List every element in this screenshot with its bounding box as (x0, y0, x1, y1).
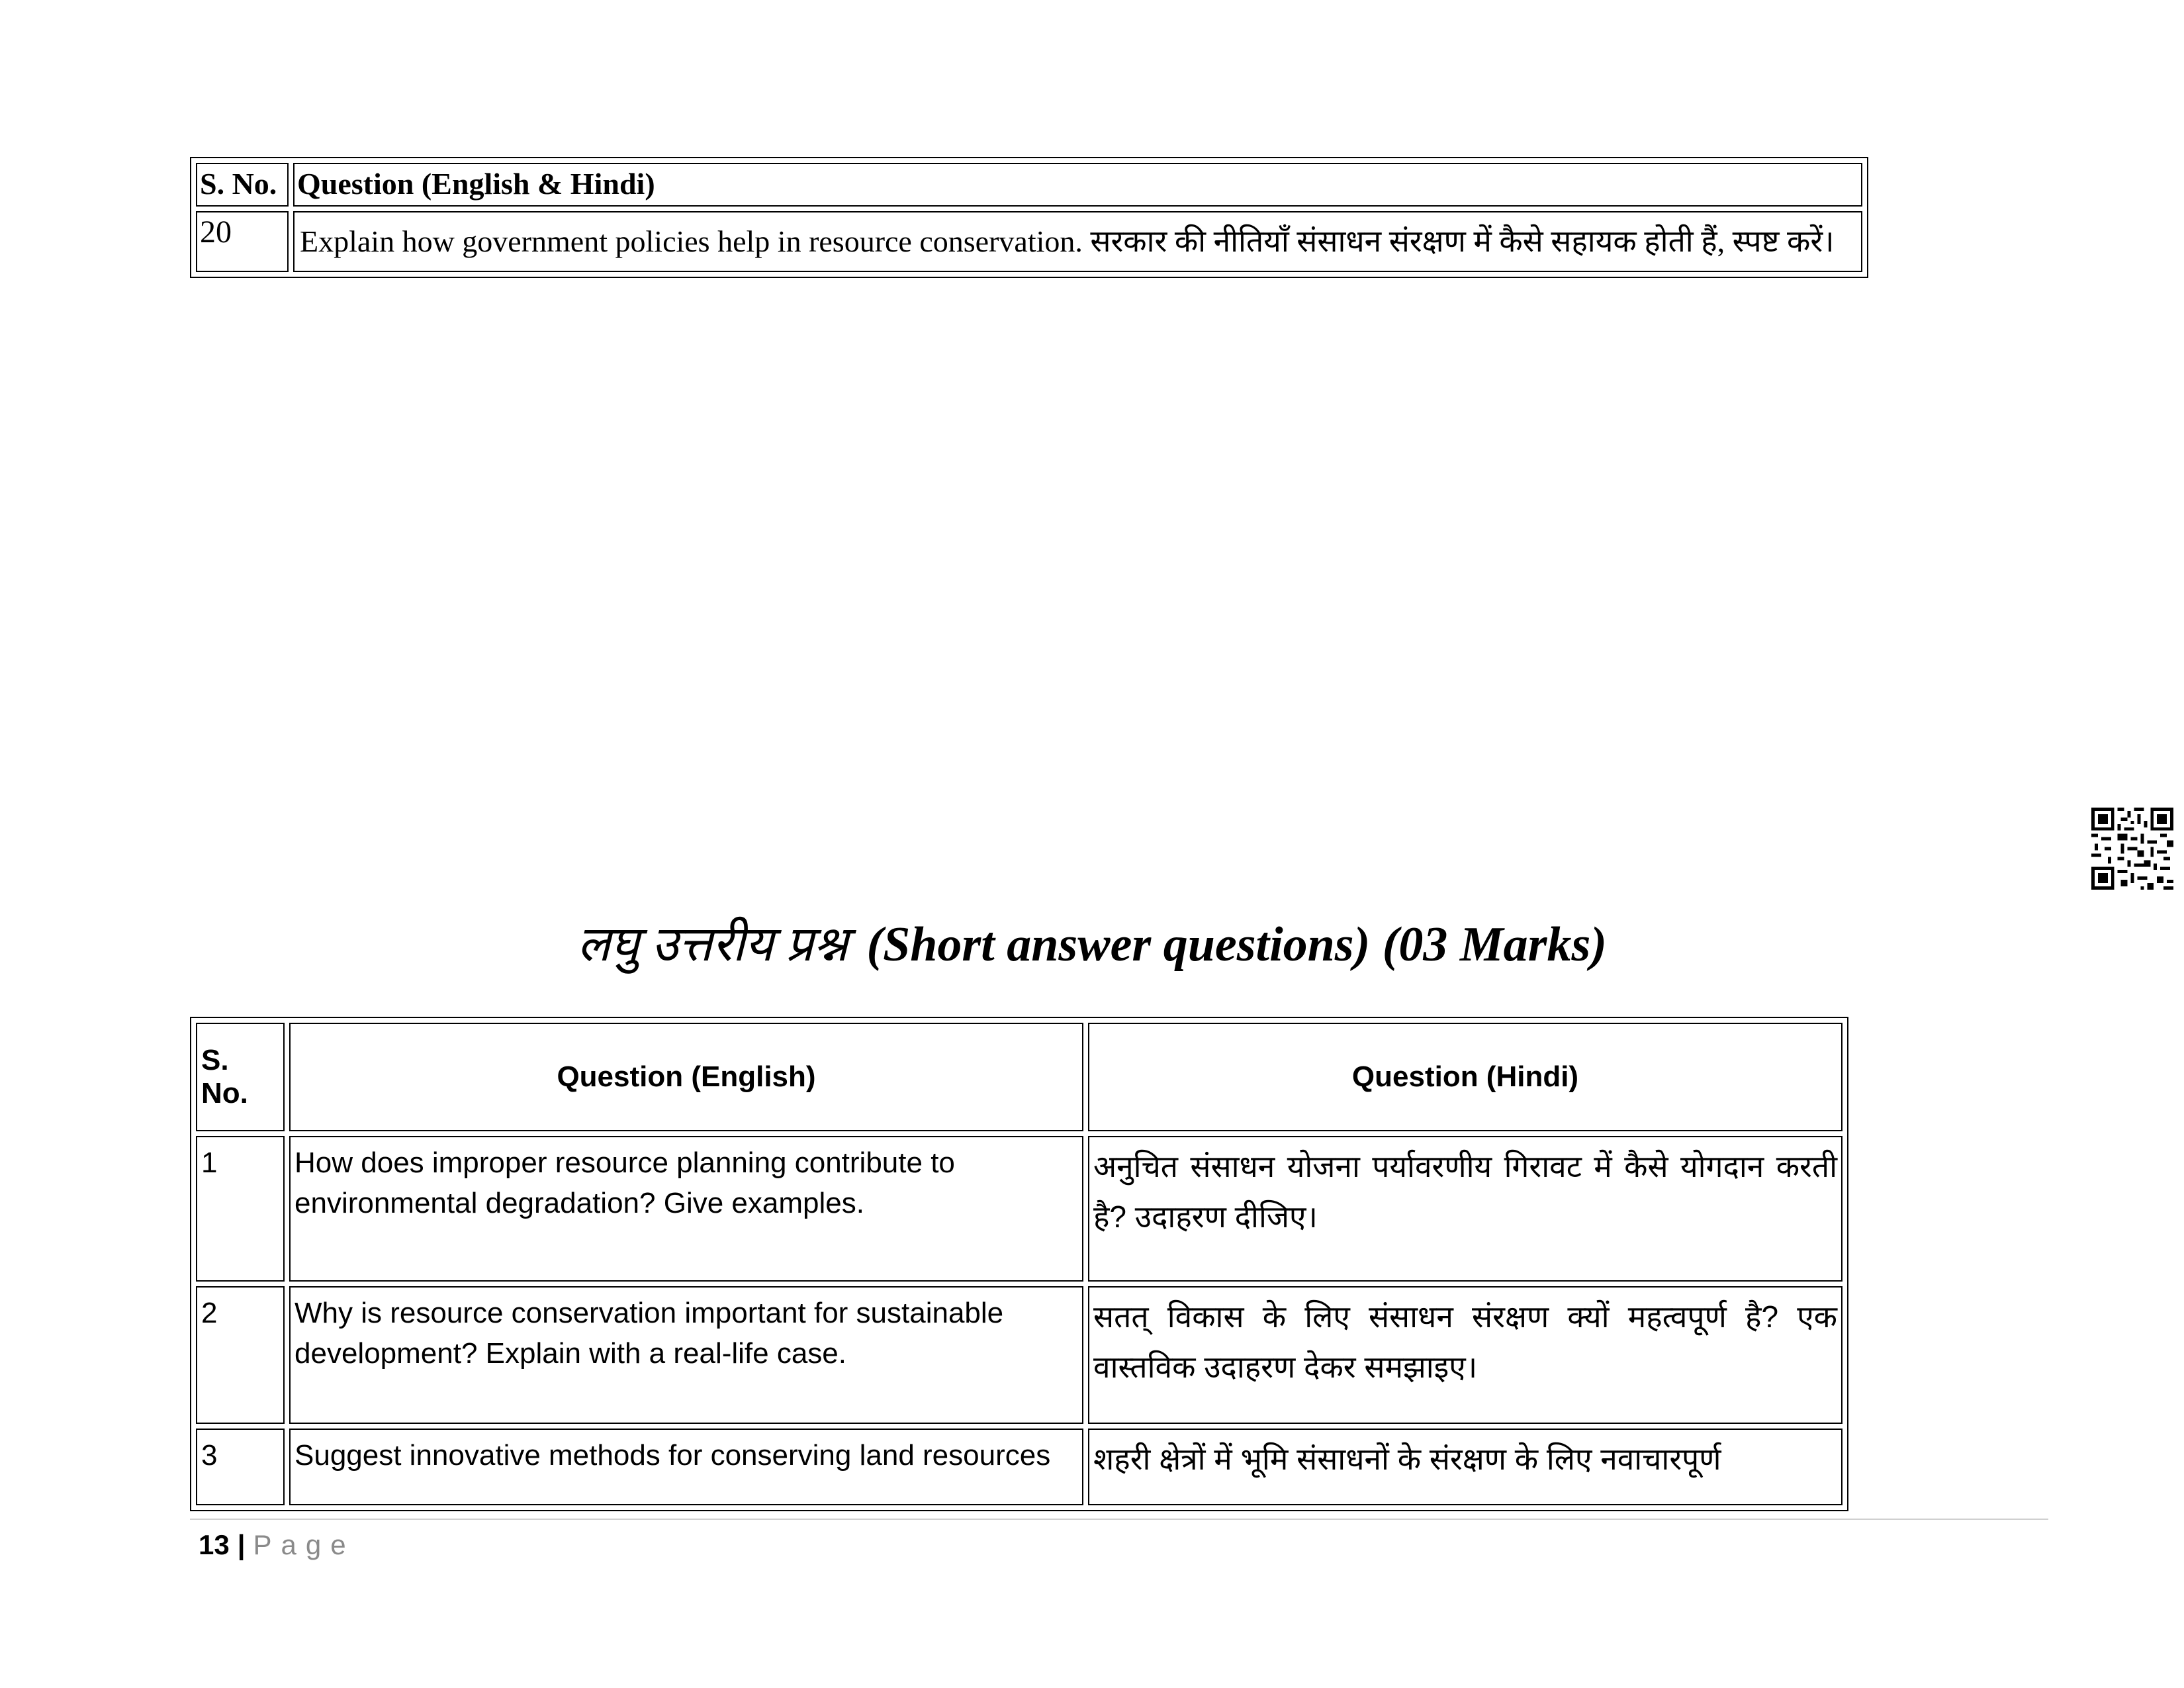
question-table-long (190, 157, 1868, 278)
header-sno: S. No. (196, 1023, 285, 1131)
table-row (196, 1286, 1843, 1424)
row-sno: 2 (196, 1286, 285, 1424)
header-question-hindi: Question (Hindi) (1088, 1023, 1843, 1131)
question-hindi: सरकार की नीतियाँ संसाधन संरक्षण में कैसे सहायक होती हैं, स्पष्ट करें। (1090, 224, 1835, 258)
question-hindi: शहरी क्षेत्रों में भूमि संसाधनों के संरक्षण के लिए नवाचारपूर्ण (1088, 1429, 1843, 1505)
table-row (196, 1429, 1843, 1505)
question-english: Suggest innovative methods for conserving land resources (289, 1429, 1083, 1505)
row-sno: 20 (196, 211, 289, 272)
qr-code-icon (2091, 808, 2173, 890)
section-heading-english: (Short answer questions) (03 Marks) (866, 917, 1607, 972)
header-question: Question (English & Hindi) (293, 163, 1862, 207)
footer-divider (190, 1519, 2048, 1520)
table-header-row (196, 163, 1862, 207)
row-sno: 3 (196, 1429, 285, 1505)
question-cell (293, 211, 1862, 272)
table-row (196, 1136, 1843, 1282)
header-sno: S. No. (196, 163, 289, 207)
question-english: How does improper resource planning contribute to environmental degradation? Give examples. (289, 1136, 1083, 1282)
section-heading (0, 908, 2184, 981)
page-footer (199, 1525, 355, 1565)
page-number: 13 (199, 1529, 230, 1560)
table-header-row (196, 1023, 1843, 1131)
header-question-english: Question (English) (289, 1023, 1083, 1131)
row-sno: 1 (196, 1136, 285, 1282)
question-hindi: अनुचित संसाधन योजना पर्यावरणीय गिरावट में कैसे योगदान करती है? उदाहरण दीजिए। (1088, 1136, 1843, 1282)
table-row (196, 211, 1862, 272)
short-answer-table (190, 1017, 1848, 1511)
question-english: Explain how government policies help in resource conservation. (300, 224, 1083, 258)
question-english: Why is resource conservation important for sustainable development? Explain with a real-life case. (289, 1286, 1083, 1424)
page-label: Page (253, 1529, 355, 1560)
footer-separator: | (237, 1529, 246, 1560)
question-hindi: सतत् विकास के लिए संसाधन संरक्षण क्यों महत्वपूर्ण है? एक वास्तविक उदाहरण देकर समझाइए। (1088, 1286, 1843, 1424)
section-heading-hindi: लघु उत्तरीय प्रश्न (577, 917, 848, 972)
